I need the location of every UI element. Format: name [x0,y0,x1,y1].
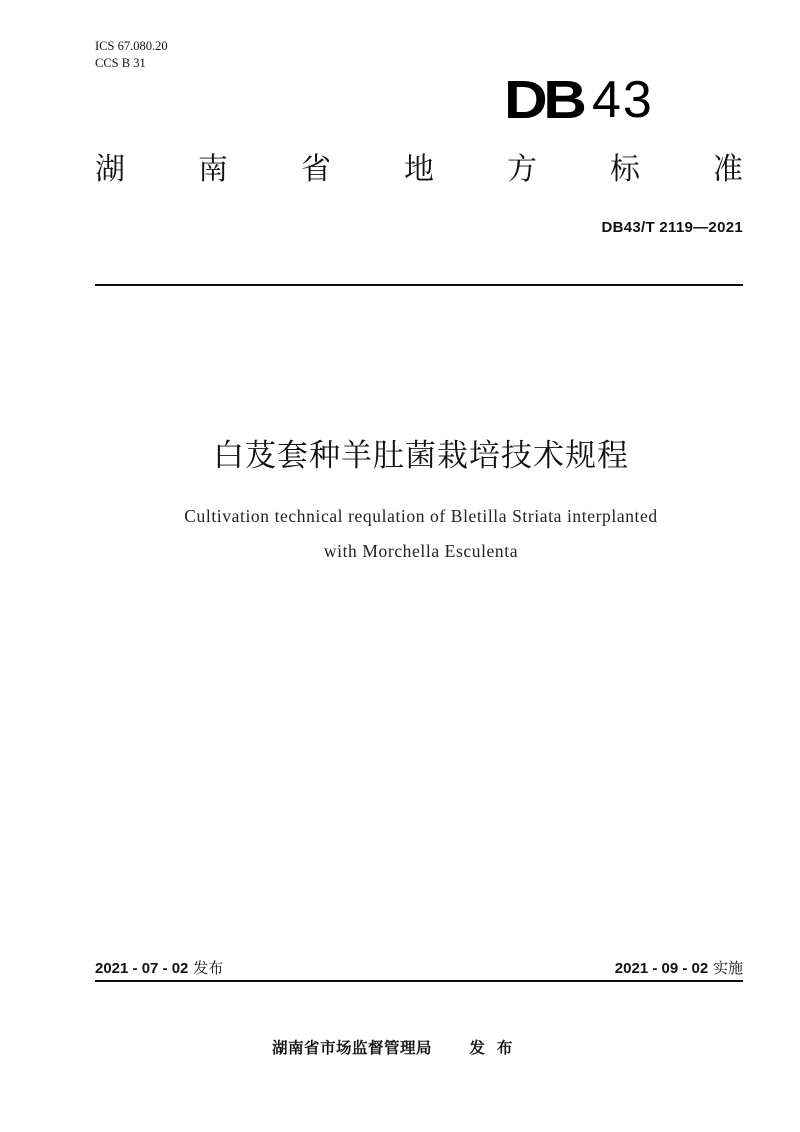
standard-type-char: 湖 [95,152,125,187]
standard-type-char: 地 [404,152,434,187]
ccs-code: CCS B 31 [95,56,146,70]
standard-type-heading [95,150,743,190]
issuer-action: 发布 [469,1039,525,1057]
db-logo-number: 43 [592,71,654,129]
publish-label: 发布 [193,959,224,977]
standard-type-char: 方 [507,152,537,187]
publish-date-block [95,957,223,978]
standard-type-char: 南 [198,152,228,187]
ics-code: ICS 67.080.20 [95,39,168,53]
publish-date: 2021 - 07 - 02 [95,960,189,977]
top-divider [95,284,743,286]
bottom-divider [95,980,743,982]
classification-codes [95,38,168,72]
implement-date: 2021 - 09 - 02 [614,960,709,977]
standard-type-char: 准 [713,152,743,187]
db-logo [504,72,654,128]
db-logo-letters: DB [504,70,583,130]
title-chinese: 白芨套种羊肚菌栽培技术规程 [213,438,629,474]
implement-date-block [615,957,743,978]
standard-type-char: 标 [610,152,640,187]
standard-code: DB43/T 2119—2021 [601,219,743,236]
issuer-organization: 湖南省市场监督管理局 [272,1039,433,1057]
title-english-line1: Cultivation technical requlation of Bletilla Striata interplanted [184,506,658,526]
issuer-line [272,1036,524,1058]
title-english-line2: with Morchella Esculenta [323,541,519,561]
standard-type-char: 省 [301,152,331,187]
implement-label: 实施 [712,959,743,977]
